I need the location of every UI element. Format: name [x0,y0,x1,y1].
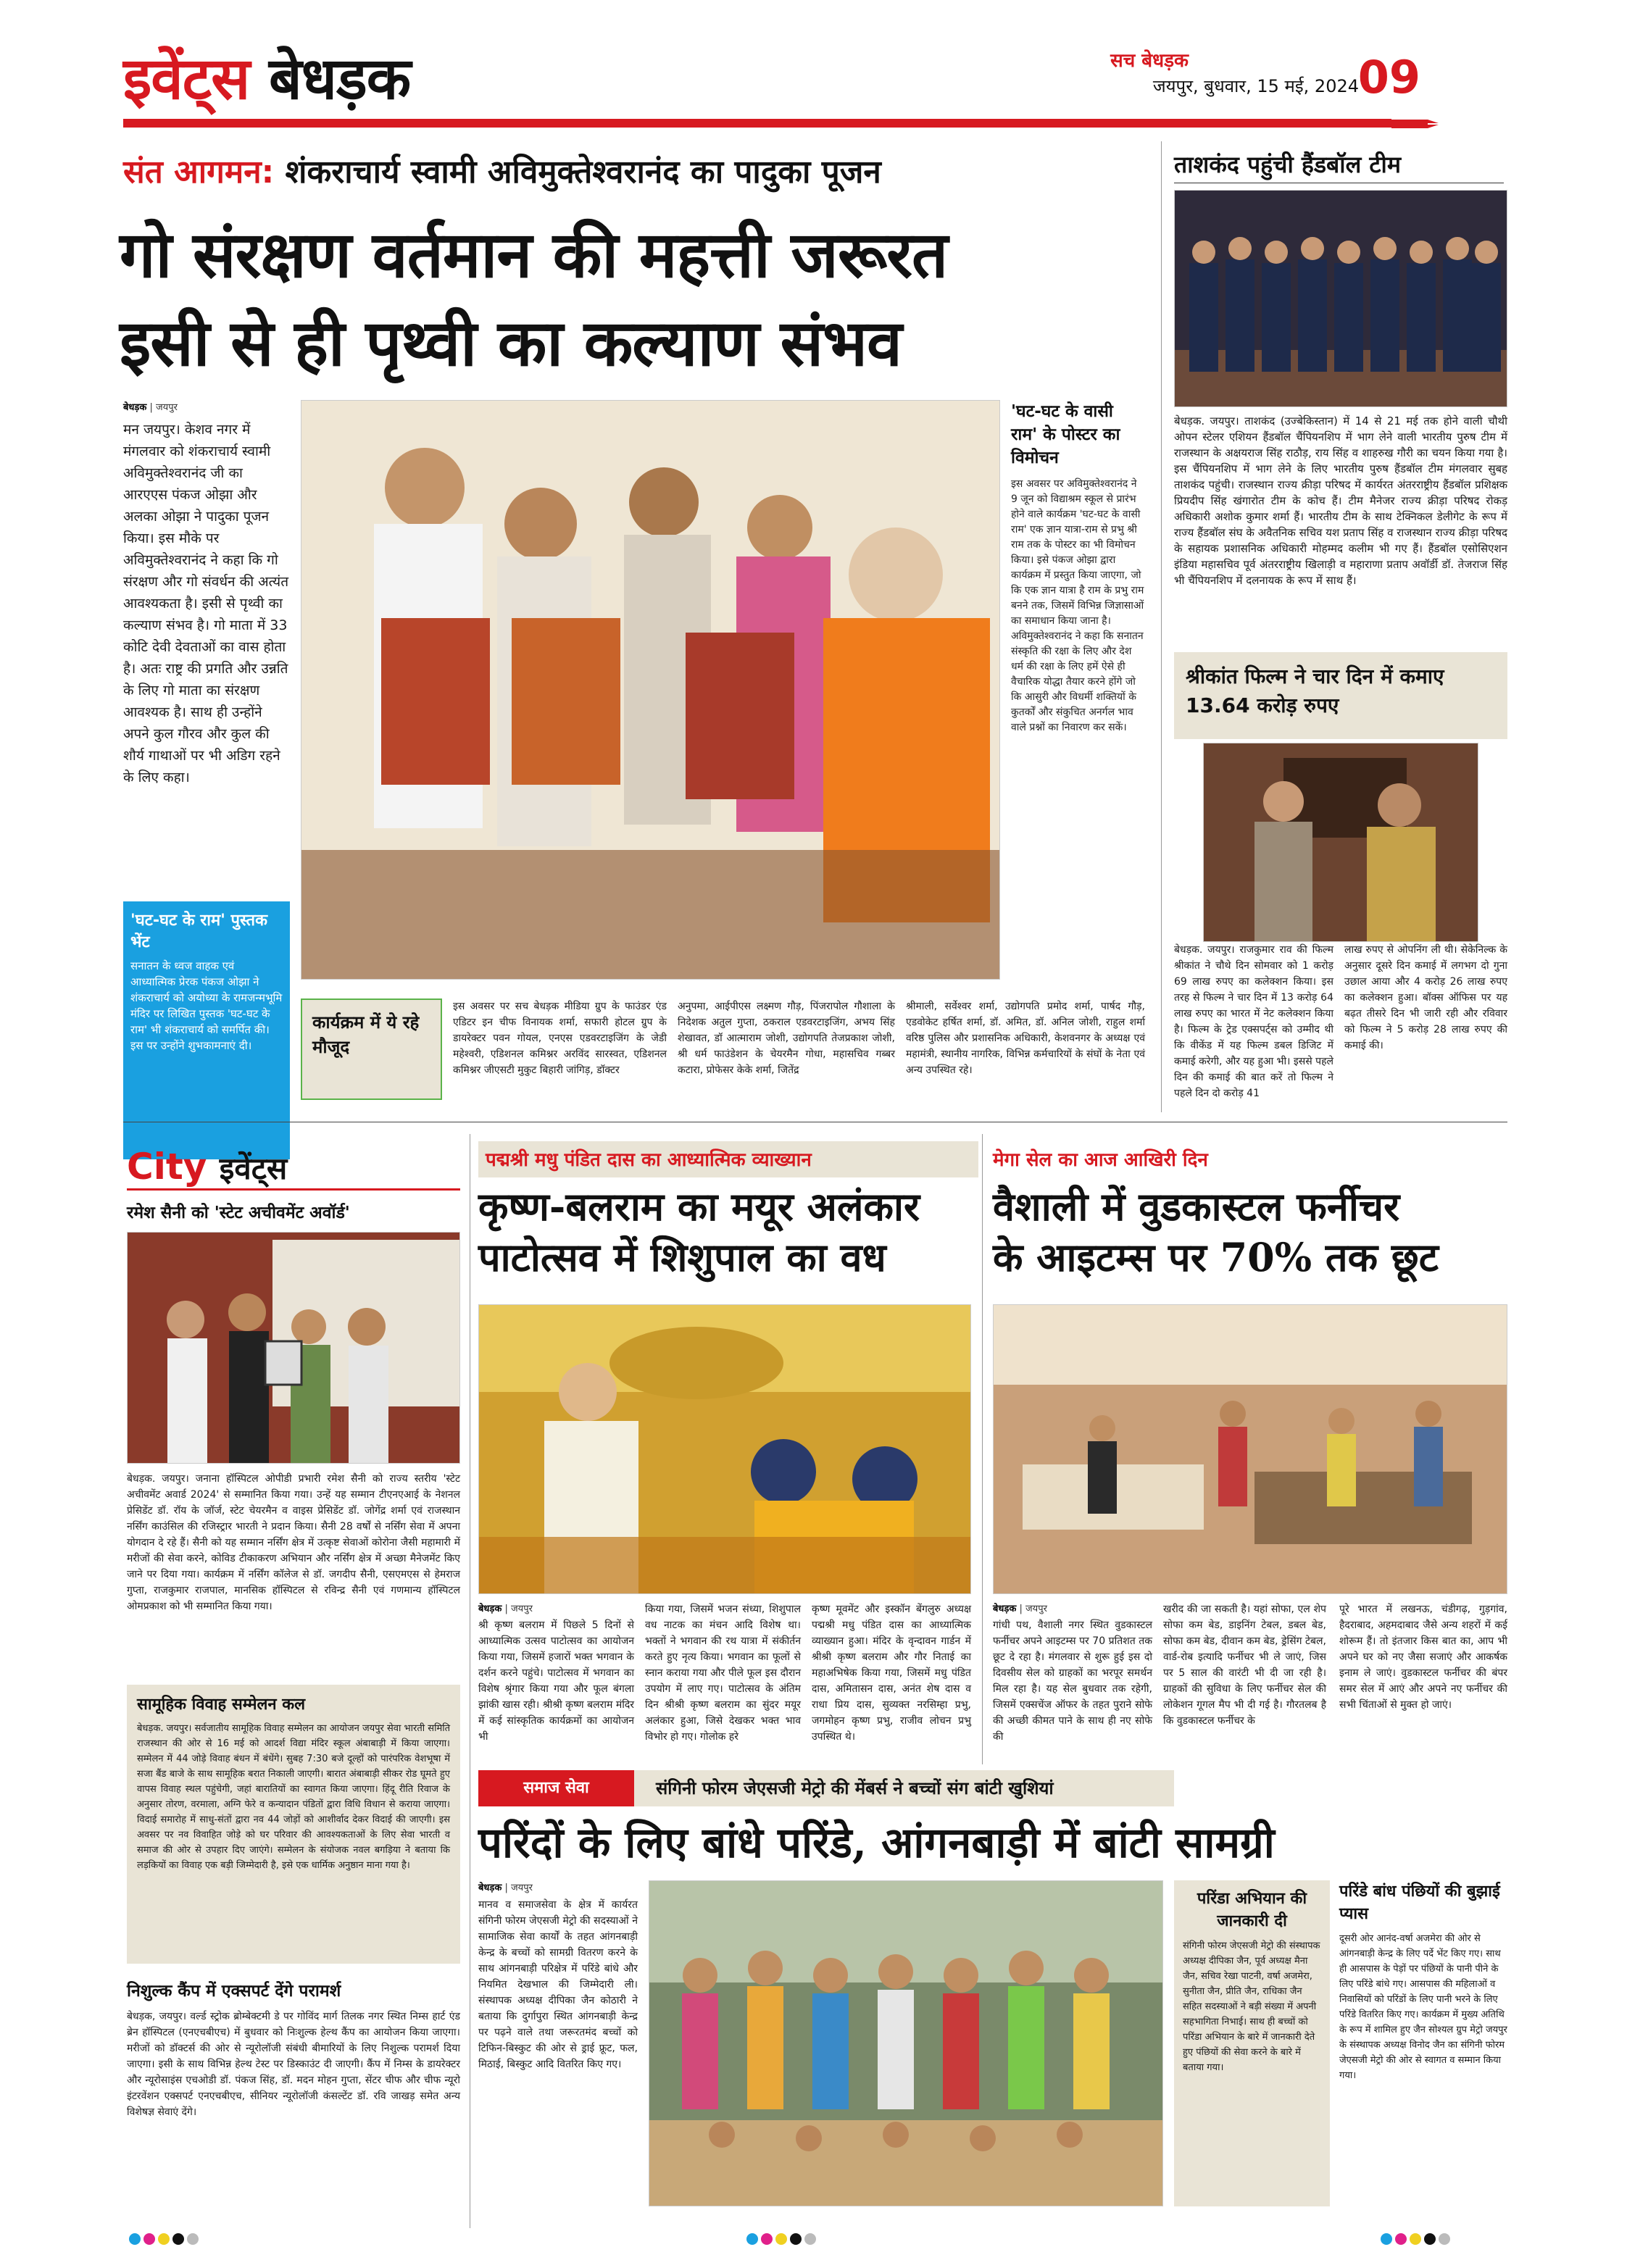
krishna-kicker: पद्मश्री मधु पंडित दास का आध्यात्मिक व्याख्यान [478,1141,978,1177]
pyas-text: दूसरी ओर आनंद-वर्षा अजमेरा की ओर से आंगनबाड़ी केन्द्र के लिए पर्दे भेंट किए गए। साथ ही आसपास के पेड़ों पर पंछियों के पानी पीने के लिए परिंडे बांधे गए। आसपास की महिलाओं व निवासियों को परिंडों के लिए पानी भरने के लिए परिंडे वितरित किए गए। कार्यक्रम में मुख्य अतिथि के रूप में शामिल हुए जैन सोश्यल ग्रुप मेट्रो जयपुर के संस्थापक अध्यक्ष विनोद जैन का संगिनी फोरम जेएसजी मेट्रो की ओर से स्वागत व सम्मान किया गया। [1339,1933,1507,2081]
book-gift-title: 'घट-घट के राम' पुस्तक भेंट [130,912,267,951]
marriage-body: बेधड़क. जयपुर। सर्वजातीय सामूहिक विवाह सम्मेलन का आयोजन जयपुर सेवा भारती समिति राजस्थान की ओर से 16 मई को आदर्श विद्या मंदिर स्कूल अंबाबाड़ी में किया जाएगा। सम्मेलन में 44 जोड़े विवाह बंधन में बंधेंगे। सुबह 7:30 बजे दूल्हों को पारंपरिक वेशभूषा में सजा बैंड बाजे के साथ सामूहिक बरात निकाली जाएगी। बारात अंबाबाड़ी सीकर रोड घूमते हुए वापस विवाह स्थल पहुंचेगी, जहां बारातियों का स्वागत किया जाएगा। हिंदू रीति रिवाज के अनुसार तोरण, वरमाला, अग्नि फेरे व कन्यादान पंडितों द्वारा विधि विधान से कराया जाएगा। विदाई समारोह में साधु-संतों द्वारा नव 44 जोड़ों को आशीर्वाद देकर विदाई की जाएगी। इस अवसर पर नव विवाहित जोड़े को घर परिवार की आवश्यकताओं के लिए सेवा भारती व समाज की ओर से उपहार दिए जाएंगे। सम्मेलन के संयोजक नवल बगड़िया ने बताया कि लड़कियों का विवाह एक बड़ी जिम्मेदारी है, इसे एक धार्मिक अनुष्ठान माना गया है। [137,1723,450,1871]
masthead [123,43,1420,123]
section-title-red: इवेंट्स [123,44,250,112]
woodcastle-col-3: पूरे भारत में लखनऊ, चंडीगढ़, गुड़गांव, हैदराबाद, अहमदाबाद जैसे अन्य शहरों में कई शोरूम हैं। तो इंतजार किस बात का, आप भी अपने घर को नए जैसा सजाएं और आकर्षक इनाम ले जाएं। वुडकास्टल फर्नीचर की बंपर समर सेल में आएं और अपने नए फर्नीचर की सभी चिंताओं से मुक्त हो जाएं। [1339,1604,1507,1711]
award-photo [127,1232,460,1464]
samaj-strap-text: संगिनी फोरम जेएसजी मेट्रो की मेंबर्स ने बच्चों संग बांटी खुशियां [656,1778,1054,1798]
pyas-title: परिंडे बांध पंछियों की बुझाई प्यास [1339,1883,1500,1923]
attendees-col-1: इस अवसर पर सच बेधड़क मीडिया ग्रुप के फाउंडर एंड एडिटर इन चीफ विनायक शर्मा, सफारी होटल ग्रुप के डायरेक्टर पवन गोयल, एनएस एडवरटाइजिंग के जेडी महेश्वरी, एडिशनल कमिश्नर अरविंद सारस्वत, एडिशनल कमिश्नर जीएसटी मुकुट बिहारी जांगिड़, डॉक्टर [453,1001,667,1076]
krishna-byline: बेधड़क | जयपुर [478,1604,533,1614]
film-photo [1203,743,1478,942]
award-title: रमेश सैनी को 'स्टेट अचीवमेंट अवॉर्ड' [127,1204,350,1222]
lead-photo [301,400,1000,980]
woodcastle-byline: बेधड़क | जयपुर [993,1604,1047,1614]
krishna-col-3: कृष्ण मूवमेंट और इस्कॉन बेंगलुरु अध्यक्ष पद्मश्री मधु पंडित दास का आध्यात्मिक व्याख्यान हुआ। मंदिर के वृन्दावन गार्डन में श्रीश्री कृष्ण बलराम और गौर निताई का महाअभिषेक किया गया, जिसमें मधु पंडित दास, अमितासन दास, अनंत शेष दास व राधा प्रिय दास, सुव्यक्त नरसिम्हा प्रभु, जगमोहन कृष्ण प्रभु, राजीव लोचन प्रभु उपस्थित थे। [812,1604,971,1743]
handball-body: बेधड़क. जयपुर। ताशकंद (उज्बेकिस्तान) में 14 से 21 मई तक होने वाली चौथी ओपन स्टेलर एशियन हैंडबॉल चैंपियनशिप में भाग लेने वाली भारतीय पुरुष टीम में राजस्थान के अक्षयराज सिंह राठौड़, राय सिंह व शाहरुख गौरी का चयन किया गया है। इस चैंपियनशिप में भाग लेने के लिए भारतीय पुरुष हैंडबॉल टीम मंगलवार सुबह ताशकंद पहुंची। राजस्थान राज्य क्रीड़ा परिषद में कार्यरत अंतरराष्ट्रीय हैंडबॉल प्रशिक्षक प्रियदीप सिंह खंगारोत टीम के कोच हैं। टीम मैनेजर राज्य क्रीड़ा परिषद रोकड़ अधिकारी अशोक कुमार शर्मा हैं। भारतीय टीम के साथ टेक्निकल डेलीगेट के रूप में राज्य हैंडबॉल संघ के अवैतनिक सचिव यश प्रताप सिंह व राजस्थान राज्य क्रीड़ा परिषद के सहायक प्रशासनिक अधिकारी मोहम्मद कलीम भी गए हैं। हैंडबॉल एसोसिएशन इंडिया महासचिव पूर्व अंतरराष्ट्रीय खिलाड़ी व महाराणा प्रताप अवॉर्डी डॉ. तेजराज सिंह भी चैंपियनशिप में दलनायक के रूप में साथ हैं। [1174,414,1507,587]
krishna-photo [478,1304,971,1594]
marriage-box [127,1685,460,1964]
krishna-col-1: श्री कृष्ण बलराम में पिछले 5 दिनों से आध्यात्मिक उत्सव पाटोत्सव का आयोजन किया गया, जिसमें हजारों भक्त भगवान के दर्शन करने पहुंचे। पाटोत्सव में भगवान का विशेष श्रृंगार किया गया और फूल बंगला झांकी खास रही। श्रीश्री कृष्ण बलराम मंदिर में कई सांस्कृतिक कार्यक्रमों का आयोजन भी [478,1619,634,1743]
middle-rule [982,1134,983,1764]
film-title: श्रीकांत फिल्म ने चार दिन में कमाए 13.64 करोड़ रुपए [1186,664,1444,717]
lead-headline: गो संरक्षण वर्तमान की महत्ती जरूरत इसी से ही पृथ्वी का कल्याण संभव [120,217,948,380]
parinda-box [1174,1880,1330,2206]
dateline: जयपुर, बुधवार, 15 मई, 2024 [1152,76,1359,96]
poster-sidebar-text: इस अवसर पर अविमुक्तेश्वरानंद ने 9 जून को विद्याश्रम स्कूल से प्रारंभ होने वाले कार्यक्रम 'घट-घट के वासी राम' एक ज्ञान यात्रा-राम से प्रभु श्री राम तक के पोस्टर का भी विमोचन किया। इसे पंकज ओझा द्वारा कार्यक्रम में प्रस्तुत किया जाएगा, जो कि एक ज्ञान यात्रा है राम के प्रभु राम बनने तक, जिसमें विभिन्न जिज्ञासाओं का समाधान किया जाना है। अविमुक्तेश्वरानंद ने कहा कि सनातन संस्कृति की रक्षा के लिए और देश धर्म की रक्षा के लिए हमें ऐसे ही वैचारिक योद्धा तैयार करने होंगे जो कि आसुरी और विधर्मी शक्तियों के कुतर्कों और संकुचित अनर्गल भाव वाले प्रश्नों का निवारण कर सकें। [1011,478,1144,733]
book-gift-text: सनातन के ध्वज वाहक एवं आध्यात्मिक प्रेरक पंकज ओझा ने शंकराचार्य को अयोध्या के रामजन्मभूमि मंदिर पर लिखित पुस्तक 'घट-घट के राम' भी शंकराचार्य को समर्पित की। इस पर उन्होंने शुभकामनाएं दी। [130,959,283,1052]
attendees-col-2: अनुपमा, आईपीएस लक्ष्मण गौड़, पिंजरापोल गौशाला के निदेशक अतुल गुप्ता, ठकराल एडवरटाइजिंग, अभय सिंह शेखावत, डॉ आत्माराम जोशी, उद्योगपति तेजप्रकाश जोशी, श्री धर्म फाउंडेशन के चेयरमैन गोधा, महासचिव गब्बर कटारा, प्रोफेसर केके शर्मा, जितेंद्र [678,1001,895,1076]
lead-byline: बेधड़क | जयपुर [123,402,178,413]
pen-icon [1391,116,1442,132]
poster-sidebar-title: 'घट-घट के वासी राम' के पोस्टर का विमोचन [1011,402,1120,467]
brand-name: सच बेधड़क [1110,50,1189,72]
award-body: बेधड़क. जयपुर। जनाना हॉस्पिटल ओपीडी प्रभारी रमेश सैनी को राज्य स्तरीय 'स्टेट अचीवमेंट अवार्ड 2024' से सम्मानित किया गया। उन्हें यह सम्मान टीएनएआई के नेशनल प्रेसिडेंट डॉ. रॉय के जॉर्ज, स्टेट चेयरमैन व वाइस प्रेसिडेंट डॉ. जोगेंद्र शर्मा एवं राजस्थान नर्सिंग काउंसिल की रजिस्ट्रार भारती ने प्रदान किया। सैनी 28 वर्षों से नर्सिंग सेवा में अपना योगदान दे रहे हैं। सैनी को यह सम्मान नर्सिंग क्षेत्र में उत्कृष्ट सेवाओं कोरोना जैसी महामारी में मरीजों की सेवा करने, कोविड टीकाकरण अभियान और नर्सिंग क्षेत्र में अच्छा मैनेजमेंट किए जाने पर दिया गया। कार्यक्रम में नर्सिंग कॉलेज से डॉ. जगदीप सैनी, एसएमएस से हेमराज गुप्ता, राजकुमार राजपाल, मानसिक हॉस्पिटल से रविन्द्र सैनी एवं गणमान्य हॉस्पिटल ओमप्रकाश को भी सम्मानित किया गया। [127,1473,460,1612]
film-col-2: लाख रुपए से ओपनिंग ली थी। सेकेनिल्क के अनुसार दूसरे दिन कमाई में लगभग दो गुना उछाल आया और 4 करोड़ 26 लाख रुपए का कलेक्शन हुआ। बॉक्स ऑफिस पर यह बढ़त तीसरे दिन भी जारी रही और रविवार को फिल्म ने 5 करोड़ 28 लाख रुपए की कमाई की। [1344,944,1507,1051]
parinda-box-text: संगिनी फोरम जेएसजी मेट्रो की संस्थापक अध्यक्ष दीपिका जैन, पूर्व अध्यक्ष मैना जैन, सचिव रेखा पाटनी, वर्षा अजमेरा, सुनीता जैन, प्रीति जैन, राधिका जैन सहित सदस्याओं ने बड़ी संख्या में अपनी सहभागिता निभाई। साथ ही बच्चों को परिंडा अभियान के बारे में जानकारी देते हुए पंछियों की सेवा करने के बारे में बताया गया। [1183,1940,1320,2073]
woodcastle-col-1: गांधी पथ, वैशाली नगर स्थित वुडकास्टल फर्नीचर अपने आइटम्स पर 70 प्रतिशत तक छूट दे रहा है। मंगलवार से शुरू हुई इस दो दिवसीय सेल को ग्राहकों का भरपूर समर्थन मिल रहा है। यह सेल बुधवार तक रहेगी, जिसमें एक्सचेंज ऑफर के तहत पुराने सोफे की अच्छी कीमत पाने के साथ ही नए सोफे की [993,1619,1152,1743]
krishna-headline: कृष्ण-बलराम का मयूर अलंकार पाटोत्सव में शिशुपाल का वध [478,1183,920,1280]
pyas-column [1339,1880,1507,2083]
attendees-label: कार्यक्रम में ये रहे मौजूद [312,1012,420,1057]
film-box [1174,652,1507,739]
lead-body: मन जयपुर। केशव नगर में मंगलवार को शंकराचार्य स्वामी अविमुक्तेश्वरानंद जी का आरएएस पंकज ओझा और अलका ओझा ने पादुका पूजन किया। इस मौके पर अविमुक्तेश्वरानंद ने कहा कि गो संरक्षण और गो संवर्धन की अत्यंत आवश्यकता है। इसी से पृथ्वी का कल्याण संभव है। गो माता में 33 कोटि देवी देवताओं का वास होता है। अतः राष्ट्र की प्रगति और उन्नति के लिए गो माता का संरक्षण आवश्यक है। साथ ही उन्होंने अपने कुल गौरव और कुल की शौर्य गाथाओं पर भी अडिग रहने के लिए कहा। [123,422,289,785]
section-title-black: बेधड़क [269,44,411,112]
woodcastle-kicker: मेगा सेल का आज आखिरी दिन [993,1149,1208,1171]
handball-team-photo [1174,190,1507,407]
book-gift-box [123,901,290,1159]
attendees-col-3: श्रीमाली, सर्वेश्वर शर्मा, उद्योगपति प्रमोद शर्मा, पार्षद गौड़, एडवोकेट हर्षित शर्मा, डॉ. अमित, डॉ. अनिल जोशी, राहुल शर्मा वरिष्ठ पुलिस और प्रशासनिक अधिकारी, केशवनगर के अध्यक्ष एवं महामंत्री, स्थानीय नागरिक, विभिन्न कर्मचारियों के संघों के नेता एवं अन्य उपस्थित रहे। [906,1001,1145,1076]
city-logo: City इवेंट्स [127,1146,288,1188]
registration-dots-right [1381,2233,1453,2248]
krishna-col-2: किया गया, जिसमें भजन संध्या, शिशुपाल वध नाटक का मंचन आदि विशेष था। भक्तों ने भगवान की रथ यात्रा में संकीर्तन करते हुए नृत्य किया। भगवान का फूलों से स्नान कराया गया और पीले फूल इस दौरान उपयोग में लाए गए। पाटोत्सव के अंतिम दिन श्रीश्री कृष्ण बलराम का सुंदर मयूर अलंकार हुआ, जिसे देखकर भक्त भाव विभोर हो गए। गोलोक हरे [645,1604,801,1743]
registration-dots-center [746,2233,819,2248]
samaj-headline: परिंदों के लिए बांधे परिंडे, आंगनबाड़ी में बांटी सामग्री [478,1818,1275,1867]
poster-sidebar [1011,400,1145,735]
woodcastle-col-2: खरीद की जा सकती है। यहां सोफा, एल शेप सोफा कम बेड, डाइनिंग टेबल, डबल बेड, सोफा कम बेड, दीवान कम बेड, ड्रेसिंग टेबल, वार्ड-रोब इत्यादि फर्नीचर भी ले जाएं, जिस पर 5 साल की वारंटी भी दी जा रही है। ग्राहकों की सुविधा के लिए फर्नीचर सेल की लोकेशन गूगल मैप भी दी गई है। गौरतलब है कि वुडकास्टल फर्नीचर के [1163,1604,1326,1727]
camp-body: बेधड़क, जयपुर। वर्ल्ड स्ट्रोक ब्रोम्बेक्टमी डे पर गोविंद मार्ग तिलक नगर स्थित निम्स हार्ट एंड ब्रेन हॉस्पिटल (एनएचबीएच) में बुधवार को निःशुल्क हेल्थ कैंप का आयोजन किया जाएगा। मरीजों को डॉक्टर्स की ओर से न्यूरोलॉजी संबंधी बीमारियों के लिए निशुल्क परामर्श दिया जाएगा। इसी के साथ विभिन्न हेल्थ टेस्ट पर डिस्काउंट दी जाएगी। कैंप में निम्स के डायरेक्टर और न्यूरोसाइंस एचओडी डॉ. पंकज सिंह, डॉ. मदन मोहन गुप्ता, सेंटर चीफ और चीफ न्यूरो इंटरवेंशन एक्सपर्ट एनएचबीएच, सीनियर न्यूरोलॉजी कंसल्टेंट डॉ. रवि जाखड़ समेत अन्य विशेषज्ञ सेवाएं देंगे। [127,2011,460,2118]
samaj-body: मानव व समाजसेवा के क्षेत्र में कार्यरत संगिनी फोरम जेएसजी मेट्रो की सदस्याओं ने सामाजिक सेवा कार्यों के तहत आंगनबाड़ी केन्द्र के बच्चों को सामग्री वितरण करने के साथ आंगनबाड़ी परिक्षेत्र में परिंडे बांधे और नियमित देखभाल की जिम्मेदारी ली। संस्थापक अध्यक्ष दीपिका जैन कोठारी ने बताया कि दुर्गापुरा स्थित आंगनबाड़ी केन्द्र पर पढ़ने वाले तथा जरूरतमंद बच्चों को टिफिन-बिस्कुट की ओर से ड्राई फ्रूट, फल, मिठाई, बिस्कुट आदि वितरित किए गए। [478,1899,638,2070]
samaj-byline: बेधड़क | जयपुर [478,1883,533,1893]
lead-kicker: संत आगमन: शंकराचार्य स्वामी अविमुक्तेश्वरानंद का पादुका पूजन [123,154,881,191]
samaj-photo [649,1880,1163,2206]
attendees-box [301,998,442,1100]
marriage-title: सामूहिक विवाह सम्मेलन कल [137,1696,306,1714]
woodcastle-headline: वैशाली में वुडकास्टल फर्नीचर के आइटम्स पर 70% तक छूट [993,1183,1439,1280]
handball-title: ताशकंद पहुंची हैंडबॉल टीम [1174,151,1401,178]
masthead-rule [123,119,1391,128]
registration-dots-left [129,2233,201,2248]
samaj-tag: समाज सेवा [478,1770,634,1806]
column-rule [1161,141,1162,1112]
parinda-box-title: परिंडा अभियान की जानकारी दी [1197,1890,1307,1930]
woodcastle-photo [993,1304,1507,1594]
film-col-1: बेधड़क. जयपुर। राजकुमार राव की फिल्म श्रीकांत ने चौथे दिन सोमवार को 1 करोड़ 69 लाख रुपए का कलेक्शन किया। इस तरह से फिल्म ने चार दिन में 13 करोड़ 64 लाख रुपए का भारत में नेट कलेक्शन किया है। फिल्म के ट्रेड एक्सपर्ट्स को उम्मीद थी कि वीकेंड में यह फिल्म डबल डिजिट में कमाई करेगी, और यह हुआ भी। इससे पहले दिन की कमाई की बात करें तो फिल्म ने पहले दिन दो करोड़ 41 [1174,944,1334,1099]
city-logo-rule [127,1188,460,1191]
camp-title: निशुल्क कैंप में एक्सपर्ट देंगे परामर्श [127,1982,341,2001]
page-number: 09 [1357,51,1420,104]
